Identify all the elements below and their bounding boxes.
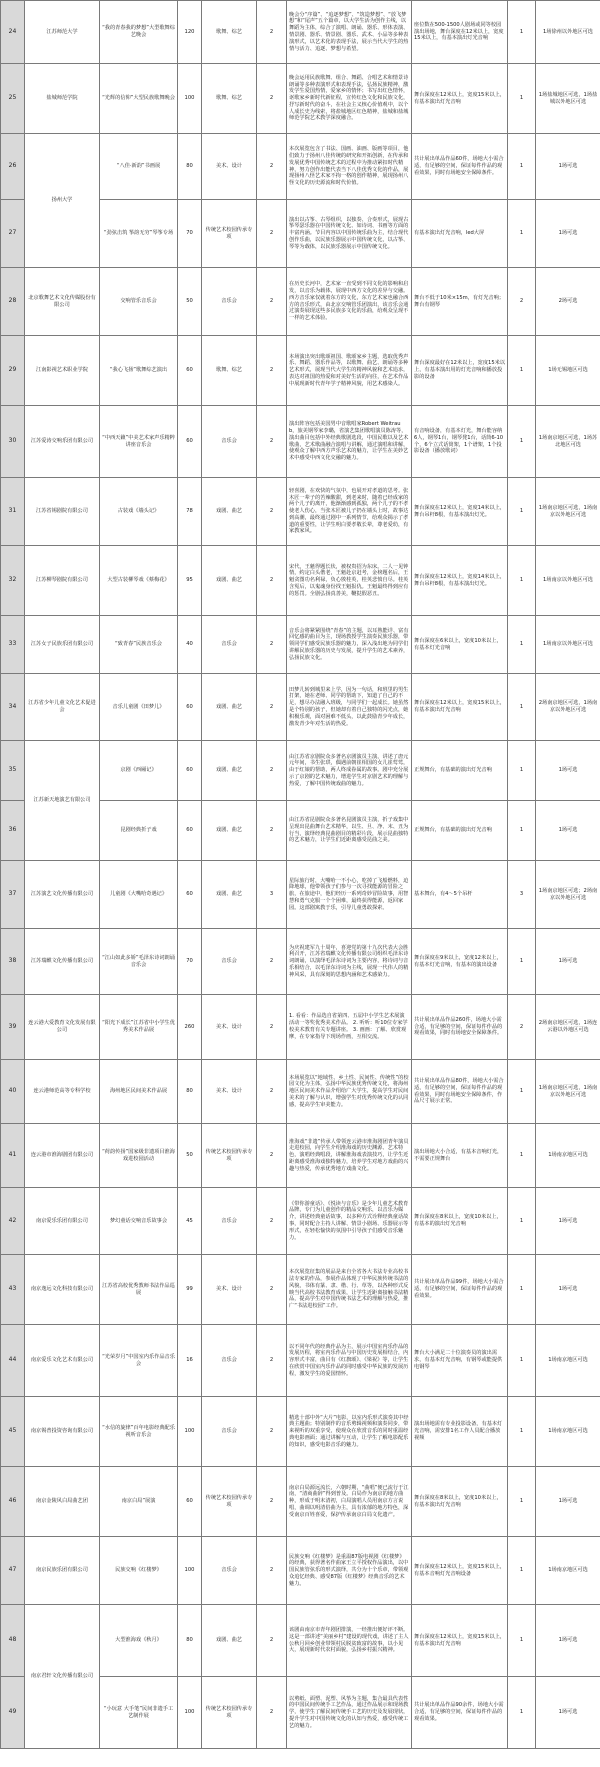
count-cell: 2 (257, 1, 287, 64)
table-row (1, 406, 600, 478)
description-cell: 音乐会将紧紧围绕“青春”的主题，以耳熟能详、富有回忆感的曲目为主，现场教授学生演奏民族乐器，带领同学们感受民族乐器的魅力，深入浅出地为同学们讲解民族乐器的历史与发展，提升学生的艺术素养，弘扬民族文化。 (287, 616, 412, 674)
performances-cell: 1 (508, 1397, 536, 1467)
table-row (1, 1188, 600, 1255)
program-name-cell: “荷韵传扬”国家级非遗项目淮海戏进校园活动 (100, 1124, 178, 1188)
duration-cell: 60 (178, 336, 202, 406)
program-name-cell: “致青春”民族音乐会 (100, 616, 178, 674)
row-number: 36 (1, 801, 25, 861)
requirements-cell: 舞台深度最好在12米以上，宽度15米以上，有基本演出用的灯光音响和播放投影的设备 (412, 336, 508, 406)
requirements-cell: 共计展出单品作品99件，场地大小需合适，有足够的空间，保证每件作品的观看效果。 (412, 1255, 508, 1325)
description-cell: 民族交响《红楼梦》是重温87版电视剧《红楼梦》的经典，获得著名作曲家王立平授权作品演出，以中国民族管弦乐的形式演绎，共分为十个乐章，带领观众追忆经典、感受87版《红楼梦》经典音乐的艺术魅力。 (287, 1537, 412, 1605)
duration-cell: 60 (178, 1467, 202, 1537)
region-cell: 2场南京地区可选，1场连云港以外地区可选 (536, 995, 600, 1060)
program-name-cell: “中西天籁”中美艺术家声乐精粹讲座音乐会 (100, 406, 178, 478)
organization-cell: 江苏瑞麒文化传播有限公司 (25, 929, 100, 995)
category-cell: 戏剧、曲艺 (202, 861, 257, 929)
performances-cell: 1 (508, 546, 536, 616)
row-number: 34 (1, 674, 25, 741)
duration-cell: 16 (178, 1325, 202, 1397)
table-row (1, 1467, 600, 1537)
count-cell: 2 (257, 268, 287, 336)
description-cell: 本次展览征集的展品是来自全省各大书法专业高校书法专家的作品，参展作品体现了中华民族传统书法的风貌，书体有篆、隶、楷、行、草等，以各种形式反映当代高校书法教育成果，让学生近距离接触书法精品，提高学生对中国传统书法艺术的理解与热爱，推广“书法进校园”工作。 (287, 1255, 412, 1325)
row-number: 28 (1, 268, 25, 336)
duration-cell: 100 (178, 1397, 202, 1467)
organization-cell: 连云港大爱教育文化发展有限公司 (25, 995, 100, 1060)
requirements-cell: 舞台大小满足二十位演奏员的演出需求，有基本灯光音响，有钢琴或能提供电钢琴 (412, 1325, 508, 1397)
program-name-cell: 大型淮海戏《秋月》 (100, 1605, 178, 1677)
program-name-cell: “阳光下成长”江苏省中小学生优秀美术作品展 (100, 995, 178, 1060)
duration-cell: 260 (178, 995, 202, 1060)
performances-cell: 1 (508, 616, 536, 674)
count-cell: 2 (257, 478, 287, 546)
performances-cell: 1 (508, 134, 536, 200)
organization-cell: 江苏省锡剧院有限公司 (25, 478, 100, 546)
duration-cell: 60 (178, 801, 202, 861)
count-cell: 2 (257, 995, 287, 1060)
program-name-cell: “光辉的信仰”大型民族歌舞晚会 (100, 64, 178, 134)
region-cell: 1场徐州以外地区可选 (536, 1, 600, 64)
program-name-cell: “我心飞扬”歌舞综艺演出 (100, 336, 178, 406)
row-number: 39 (1, 995, 25, 1060)
organization-cell: 南京金陵风白局曲艺团 (25, 1467, 100, 1537)
count-cell: 2 (257, 1537, 287, 1605)
duration-cell: 80 (178, 1605, 202, 1677)
program-name-cell: “我的青春我的梦想”大型歌舞综艺晚会 (100, 1, 178, 64)
organization-cell: 北京歌舞艺术文化传媒股份有限公司 (25, 268, 100, 336)
region-cell: 1场可选 (536, 134, 600, 200)
organization-cell: 连云港师范高等专科学校 (25, 1060, 100, 1124)
table-row (1, 929, 600, 995)
count-cell: 2 (257, 406, 287, 478)
count-cell: 2 (257, 64, 287, 134)
row-number: 49 (1, 1677, 25, 1749)
count-cell: 2 (257, 1605, 287, 1677)
category-cell: 美术、设计 (202, 1060, 257, 1124)
count-cell: 2 (257, 1467, 287, 1537)
row-number: 37 (1, 861, 25, 929)
row-number: 33 (1, 616, 25, 674)
table-body (1, 1, 600, 1749)
performances-cell: 1 (508, 64, 536, 134)
category-cell: 音乐会 (202, 1325, 257, 1397)
performances-cell: 1 (508, 200, 536, 268)
row-number: 43 (1, 1255, 25, 1325)
row-number: 32 (1, 546, 25, 616)
program-name-cell: 江苏省高校优秀教师书法作品巡展 (100, 1255, 178, 1325)
description-cell: 由江苏省京剧院众多著名京剧演员主演，讲述了唐元元年间，书生张珙，偶遇前朝崔相国的女儿崔莺莺，由于红娘的帮助，两人终成眷属的故事。剧中充分展示了京剧的艺术魅力，增进学生对京剧艺术的理解与热爱，了解中国传统戏曲的魅力。 (287, 741, 412, 801)
program-name-cell: 古装戏《墙头记》 (100, 478, 178, 546)
row-number: 35 (1, 741, 25, 801)
table-row (1, 336, 600, 406)
organization-cell: 南京君轩文化传播有限公司 (25, 1605, 100, 1749)
row-number: 44 (1, 1325, 25, 1397)
table-row (1, 268, 600, 336)
program-name-cell: “江山如此多娇”毛泽东诗词朗诵音乐会 (100, 929, 178, 995)
count-cell: 2 (257, 1060, 287, 1124)
region-cell: 1场可选 (536, 801, 600, 861)
organization-cell: 江苏女子民族乐团有限公司 (25, 616, 100, 674)
program-name-cell: 南京白局”展演 (100, 1467, 178, 1537)
row-number: 47 (1, 1537, 25, 1605)
table-row (1, 861, 600, 929)
count-cell: 2 (257, 336, 287, 406)
program-name-cell: 儿童剧《大嘴哈奇遇记》 (100, 861, 178, 929)
region-cell: 1场可选 (536, 1188, 600, 1255)
description-cell: 精选十部中外“大片”电影，以室内乐形式演奏其中经典主题曲；特别制作的音乐剪辑视频和演奏同步，带来视听的双重享受，使观众在欣赏音乐的同时重温经典电影画面；通过讲解与互动，让学生了解电影配乐的知识，感受电影音乐的魅力。 (287, 1397, 412, 1467)
count-cell: 3 (257, 861, 287, 929)
performances-cell: 3 (508, 861, 536, 929)
row-number: 25 (1, 64, 25, 134)
category-cell: 美术、设计 (202, 995, 257, 1060)
requirements-cell: 舞台深度在12米以上，宽度15米以上，有基本演出灯光音响 (412, 64, 508, 134)
description-cell: 1. 看看：作品选自省第四、五届中小学生艺术展演活动一等奖优秀美术作品。 2. 听听：听10位专家学校美术教育有关专题讲座。 3. 画画：了解、欣赏观摩，在专家指导下现场作画，互相交流。 (287, 995, 412, 1060)
requirements-cell: 基本舞台，有4～5个吊杆 (412, 861, 508, 929)
row-number: 27 (1, 200, 25, 268)
table-row (1, 478, 600, 546)
table-row (1, 1124, 600, 1188)
duration-cell: 80 (178, 1060, 202, 1124)
region-cell: 1场南京以外地区可选 (536, 616, 600, 674)
category-cell: 音乐会 (202, 406, 257, 478)
requirements-cell: 演出场地需有专业投影设备，有基本灯光音响，需安排1名工作人员配合播放视频 (412, 1397, 508, 1467)
performances-cell: 1 (508, 406, 536, 478)
category-cell: 美术、设计 (202, 1255, 257, 1325)
requirements-cell: 共计展出单品作品80件，场地大小需合适，有足够的空间，保证每件作品的观看效果，同时有场地安全保障条件，作品尺寸展示正常。 (412, 1060, 508, 1124)
program-name-cell: 京剧《西厢记》 (100, 741, 178, 801)
category-cell: 音乐会 (202, 268, 257, 336)
duration-cell: 120 (178, 1, 202, 64)
performances-cell: 1 (508, 1, 536, 64)
duration-cell: 80 (178, 134, 202, 200)
description-cell: 晚会分“序篇”、“追逐梦想”、“筑造梦想”、“放飞梦想”和“尾声”五个篇章，以大学生活为创作主线，以舞蹈为主体，综合了演唱、朗诵、器乐、形体表演、情景剧、器乐、情景剧、器乐、武术、小品等多种表演形式，以艺术化的表现手法，展示当代大学生的热情与活力、追逐、梦想与希望。 (287, 1, 412, 64)
count-cell: 2 (257, 616, 287, 674)
requirements-cell: 共计展出单品作品60件，场地大小需合适，有足够的空间，保证每件作品的观看效果，同时有场地安全保障条件。 (412, 134, 508, 200)
description-cell: 本次展览包含了书法、国画、油画、版画等项目，他们致力于扬州八佳传统的研究和开拓创新，在传承和发展优秀中国传统艺术的过程中为推动紧扣时代精神，努力创作出能代表当下八佳优秀文化的作品，展现扬州八怪艺术家不拘一格的创作精神，展现扬州八怪文化的历史源流和时代价值。 (287, 134, 412, 200)
row-number: 40 (1, 1060, 25, 1124)
requirements-cell: 舞台深度在12米以上，宽度15米以上，有基本演出灯光音响 (412, 674, 508, 741)
category-cell: 传统艺术校园传承专项 (202, 1467, 257, 1537)
region-cell: 1场可选 (536, 1605, 600, 1677)
organization-cell: 江苏爱涛交响乐团有限公司 (25, 406, 100, 478)
requirements-cell: 舞台深度在6米以上，宽度10米以上，有基本灯光音响 (412, 616, 508, 674)
requirements-cell: 舞台不低于10米×15m，有灯光音响；舞台有钢琴 (412, 268, 508, 336)
description-cell: 本场展览以“地域性、乡土性、民间性、传统性”的校园文化为主体，弘扬中华民族优秀传统文化，将海州地区民间美术作品介绍给广大学生，提高学生对民间美术的了解与认识，增强学生对优秀传统文化的认同感，提高学生审美能力。 (287, 1060, 412, 1124)
count-cell: 2 (257, 741, 287, 801)
row-number: 26 (1, 134, 25, 200)
requirements-cell: 舞台深度在12米以上，宽度15米以上，有基本演出灯光音响 (412, 1605, 508, 1677)
table-row (1, 134, 600, 200)
region-cell: 1场可选 (536, 741, 600, 801)
row-number: 42 (1, 1188, 25, 1255)
description-cell: 淮海戏“非遗”传承人带领连云港市淮海剧团青年演员走进校园，向学生介绍淮海戏的历史渊源、艺术特色，演唱经典唱段，讲解淮海戏表演技巧，让学生近距离感受淮海戏独特魅力，培养学生对地方戏曲的兴趣与热爱，传承优秀地方戏曲文化。 (287, 1124, 412, 1188)
description-cell: 本场演出突出歌颂祖国、歌颂家乡主题，选取优秀声乐、舞蹈、器乐作品等，以歌舞、曲艺、朗诵等多种艺术形式，展现当代大学生的精神风貌和艺术追求，表达对祖国的热爱和对美好生活的向往，在艺术作品中展现新时代青年学子精神风貌，用艺术感染人。 (287, 336, 412, 406)
duration-cell: 70 (178, 929, 202, 995)
category-cell: 戏剧、曲艺 (202, 546, 257, 616)
description-cell: 田梦儿转到城里来上学，因为一句话，和班里的男生打架，她在老师、同学的帮助下，知道了自己的不足，想尽办法融入班级，与同学们一起成长。她虽然是个特别的孩子，但她却有着自己独特的闪光点，她积极乐观，面对困难不低头，以此鼓励青少年成长，激发青少年对生活的热爱。 (287, 674, 412, 741)
count-cell: 2 (257, 134, 287, 200)
performances-cell: 1 (508, 1537, 536, 1605)
program-name-cell: 音乐儿童剧《田梦儿》 (100, 674, 178, 741)
duration-cell: 60 (178, 861, 202, 929)
description-cell: 演出阵容包括美国男中音歌唱家Robert Weitraub，旅美钢琴家李璐，省演艺集团歌唱演员陈涛等，演出曲目包括中外经典歌剧选段，中国民歌以及艺术歌曲，艺术歌曲融合演唱与讲解，通过演唱和讲解，使观众了解中西方声乐艺术的魅力，让学生在美妙艺术中感受中西文化交融的魅力。 (287, 406, 412, 478)
performances-cell: 1 (508, 801, 536, 861)
requirements-cell: 舞台深度在8米以上，宽度10米以上，有基本的演出灯光音响 (412, 1188, 508, 1255)
program-name-cell: 大型古装柳琴戏《蔡梅花》 (100, 546, 178, 616)
performances-cell: 1 (508, 1124, 536, 1188)
performances-cell: 1 (508, 1677, 536, 1749)
performances-cell: 1 (508, 1467, 536, 1537)
category-cell: 传统艺术校园传承专项 (202, 200, 257, 268)
count-cell: 2 (257, 1325, 287, 1397)
table-row (1, 1060, 600, 1124)
performances-cell: 1 (508, 674, 536, 741)
duration-cell: 50 (178, 268, 202, 336)
table-row (1, 64, 600, 134)
requirements-cell: 舞台深度在9米以上，宽度12米以上，有基本灯光音响，有基本的演出设备 (412, 929, 508, 995)
description-cell: 该剧由南京市青年剧团排演，一经推出便好评不断。这是一部讲述“美丽乡村”建设的现代戏，讲述了主人公秋月回乡创业带领村民脱贫致富的故事，以小见大，展现新时代农村面貌，弘扬乡村振兴精神。 (287, 1605, 412, 1677)
category-cell: 歌舞、综艺 (202, 64, 257, 134)
count-cell: 2 (257, 929, 287, 995)
category-cell: 戏剧、曲艺 (202, 674, 257, 741)
duration-cell: 70 (178, 200, 202, 268)
row-number: 41 (1, 1124, 25, 1188)
category-cell: 戏剧、曲艺 (202, 478, 257, 546)
organization-cell: 扬州大学 (25, 134, 100, 268)
program-name-cell: 梦幻童话交响音乐故事会 (100, 1188, 178, 1255)
duration-cell: 100 (178, 1677, 202, 1749)
description-cell: 南京白局源远流长，六朝时期，“曲唱”便已流行于江南，“清商曲辞”得到普及。白局作为南京的地方曲种，形成于明末清初，白局演唱人员用南京方言说唱，曲调以明清俗曲为主，具有浓郁的地方特色，深受南京百姓喜爱，保护传承南京白局文化遗产。 (287, 1467, 412, 1537)
count-cell: 2 (257, 674, 287, 741)
table-row (1, 616, 600, 674)
requirements-cell: 有音响设备，有基本灯光，舞台能容纳6人，钢琴1台，钢琴凳1台，话筒6-10个，6个立式话筒架，1个谱架，1个投影设备（播放歌词） (412, 406, 508, 478)
duration-cell: 99 (178, 1255, 202, 1325)
table-row (1, 1397, 600, 1467)
program-name-cell: “光荣岁月”中国室内乐作品音乐会 (100, 1325, 178, 1397)
region-cell: 1场南京地区可选，1场南京以外地区可选 (536, 1060, 600, 1124)
duration-cell: 100 (178, 1537, 202, 1605)
program-name-cell: 交响管乐音乐会 (100, 268, 178, 336)
category-cell: 歌舞、综艺 (202, 1, 257, 64)
table-row (1, 674, 600, 741)
organization-cell: 江苏师范大学 (25, 1, 100, 64)
region-cell: 1场可选 (536, 929, 600, 995)
region-cell: 1场南京地区可选 (536, 1124, 600, 1188)
performances-cell: 1 (508, 1325, 536, 1397)
table-row (1, 995, 600, 1060)
requirements-cell: 共计展出单品作品260件，场地大小需合适，有足够的空间，保证每件作品的观看效果，同时有场地安全保障条件。 (412, 995, 508, 1060)
category-cell: 戏剧、曲艺 (202, 741, 257, 801)
organization-cell: 连云港市淮海剧团有限公司 (25, 1124, 100, 1188)
row-number: 45 (1, 1397, 25, 1467)
category-cell: 美术、设计 (202, 134, 257, 200)
organization-cell: 南京逸远文化科技有限公司 (25, 1255, 100, 1325)
requirements-cell: 座位数在500-1500人剧场或同等校园演出场地，舞台深度在12米以上，宽度15米以上，有基本演出灯光音响 (412, 1, 508, 64)
performances-cell: 1 (508, 1605, 536, 1677)
program-name-cell: “八佳·新韵”书画展 (100, 134, 178, 200)
region-cell: 1场南京地区可选，1场苏北地区可选 (536, 406, 600, 478)
requirements-cell: 舞台深度在12米以上，宽度14米以上，舞台吊杆8根，有基本演出灯光。 (412, 546, 508, 616)
count-cell: 2 (257, 1397, 287, 1467)
category-cell: 音乐会 (202, 929, 257, 995)
organization-cell: 江苏演艺文化传播有限公司 (25, 861, 100, 929)
description-cell: 在历史长河中，艺术家一直受到不同文化的影响和启发，以音乐为载体，展现中西方文化的差异与交融。西方音乐家仅就着东方的文化，东方艺术家也融合西方的音乐形式，由北京交响管乐团演出，该音乐会通过演奏展现这些多民族多文化的乐曲，给观众呈现不一样的艺术体验。 (287, 268, 412, 336)
duration-cell: 60 (178, 741, 202, 801)
duration-cell: 60 (178, 406, 202, 478)
description-cell: 《带你游童话》、《悦读与音乐》是少年儿童艺术教育品牌，专门为儿童创作的精品交响乐，以音乐为媒介，讲述经典童话故事，以多种方式诠释经典童话故事，同时配合主持人讲解、情景小剧场、乐器展示等形式，在轻松愉快的氛围中引导孩子们感受音乐魅力。 (287, 1188, 412, 1255)
region-cell: 1场无锡地区可选 (536, 336, 600, 406)
count-cell: 2 (257, 1124, 287, 1188)
category-cell: 传统艺术校园传承专项 (202, 1677, 257, 1749)
count-cell: 2 (257, 1677, 287, 1749)
requirements-cell: 共计展出单品作品90余件，场地大小需合适，有足够的空间，保证每件作品的观看效果。 (412, 1677, 508, 1749)
count-cell: 2 (257, 1255, 287, 1325)
region-cell: 2场可选 (536, 268, 600, 336)
table-row (1, 1, 600, 64)
program-name-cell: “劲弦击筑 筝韵无穷”琴筝专场 (100, 200, 178, 268)
organization-cell: 南京爱乐乐团有限公司 (25, 1188, 100, 1255)
region-cell: 1场南京地区可选；2场南京以外地区可选 (536, 861, 600, 929)
organization-cell: 江苏新天地演艺有限公司 (25, 741, 100, 861)
duration-cell: 40 (178, 616, 202, 674)
category-cell: 传统艺术校园传承专项 (202, 1124, 257, 1188)
organization-cell: 江苏省少年儿童文化艺术促进会 (25, 674, 100, 741)
description-cell: 宋代，王魁得题长状，被权贵招为东床。二人一见钟情，约定白头偕老，王魁赴京赶考，金榜题名后，王魁贪图功名利禄，负心敫桂英，桂英悲愤自尽。桂英含冤后，以鬼魂身份找王魁报仇。王魁最终得到应有的惩罚。全剧弘扬真善美，鞭挞假恶丑。 (287, 546, 412, 616)
category-cell: 戏剧、曲艺 (202, 801, 257, 861)
performances-cell: 2 (508, 995, 536, 1060)
row-number: 31 (1, 478, 25, 546)
duration-cell: 100 (178, 64, 202, 134)
description-cell: 以剪纸、面塑、泥塑、风筝为主题，集合最具代表性的中国民间传统手工艺作品，通过作品展示和现场教学，使学生了解民间传统手工艺的历史及发展现状，提升学生对中国传统文化的认知与热爱，感受传统工艺的魅力。 (287, 1677, 412, 1749)
duration-cell: 60 (178, 674, 202, 741)
duration-cell: 95 (178, 546, 202, 616)
program-name-cell: 昆剧经典折子戏 (100, 801, 178, 861)
region-cell: 1场南京地区可选 (536, 1537, 600, 1605)
category-cell: 音乐会 (202, 1537, 257, 1605)
program-name-cell: 民族交响《红楼梦》 (100, 1537, 178, 1605)
row-number: 30 (1, 406, 25, 478)
count-cell: 2 (257, 200, 287, 268)
description-cell: 由江苏省昆剧院众多著名昆剧演员主演，折子戏集中呈现出昆曲舞台艺术精华，以生、旦、净、末、丑为行当，演绎经典昆曲剧目的精彩片段，展示昆曲独特的艺术魅力，让学生们近距离感受昆曲之美。 (287, 801, 412, 861)
performances-cell: 1 (508, 929, 536, 995)
performances-cell: 1 (508, 741, 536, 801)
row-number: 38 (1, 929, 25, 995)
duration-cell: 78 (178, 478, 202, 546)
category-cell: 戏剧、曲艺 (202, 1605, 257, 1677)
region-cell: 1场可选 (536, 1677, 600, 1749)
description-cell: 晚会运用民族歌舞、组合、舞蹈、合唱艺术和情景诗朗诵等多种表演形式和表现手法，弘扬民族精神，激发学生爱国热情，爱家乡的情怀；书写出红色情怀，讴歌家乡新时代新征程，宣传红色文化和民族文化，抒写新时代的奋斗，在社会主义核心价值观中，以个人成长史为线索，将盐城地区红色精神，盐城和盐城师范学院艺术教学深度融合。 (287, 64, 412, 134)
count-cell: 2 (257, 801, 287, 861)
organization-cell: 盐城师范学院 (25, 64, 100, 134)
region-cell: 2场南京地区可选，1场南京以外地区可选 (536, 674, 600, 741)
requirements-cell: 正规舞台，有基础的演出灯光音响 (412, 741, 508, 801)
duration-cell: 45 (178, 1188, 202, 1255)
region-cell: 1场可选 (536, 1467, 600, 1537)
requirements-cell: 舞台深度在8米以上，宽度10米以上，有基本演出灯光音响 (412, 1467, 508, 1537)
row-number: 24 (1, 1, 25, 64)
performances-cell: 1 (508, 478, 536, 546)
requirements-cell: 正规舞台，有基础的演出灯光音响 (412, 801, 508, 861)
category-cell: 音乐会 (202, 1188, 257, 1255)
requirements-cell: 舞台深度在12米以上，宽度14米以上，舞台吊杆8根，有基本演出灯光。 (412, 478, 508, 546)
table-row (1, 1325, 600, 1397)
region-cell: 1场盐城地区可选，1场盐城以外地区可选 (536, 64, 600, 134)
region-cell: 1场南京地区可选，1场南京以外地区可选 (536, 478, 600, 546)
table-row (1, 1537, 600, 1605)
region-cell: 1场可选 (536, 200, 600, 268)
requirements-cell: 舞台深度在12米以上，宽度15米以上，有基本音响灯光音响设备 (412, 1537, 508, 1605)
category-cell: 歌舞、综艺 (202, 336, 257, 406)
requirements-cell: 有基本演出灯光音响，led大屏 (412, 200, 508, 268)
count-cell: 2 (257, 546, 287, 616)
program-name-cell: “水信的旋律”百年电影经典配乐视听音乐会 (100, 1397, 178, 1467)
row-number: 46 (1, 1467, 25, 1537)
category-cell: 音乐会 (202, 616, 257, 674)
performances-cell: 1 (508, 1188, 536, 1255)
row-number: 48 (1, 1605, 25, 1677)
description-cell: 星际旅行时，大嘴哈一不小心，吃掉了飞船燃料，迫降地球，他带领孩子们参与一次寻找能源的冒险之旅，在旅途中，他们经历一系列奇妙冒险故事，用智慧和勇气克服一个个困难，最终获得能源，返回家园。这部剧寓教于乐，引导儿童勇敢探索。 (287, 861, 412, 929)
description-cell: 演出以古筝、古琴组织，以独奏、合奏形式，展现古筝琴瑟乐器在中国传统文化、如诗词、书画等方面的丰富内涵。节目内容以中国传统乐曲为主，结合现代创作乐曲，以民族乐器展示中国传统文化，以古筝、琴等为载体，以民族乐器展示中国传统文化。 (287, 200, 412, 268)
description-cell: 轻喜剧，在欢快的气氛中，也展开对孝道的思考。张木匠一辈子的苦辣酸甜，到老来时，随着已经成家的两个儿子的离开，他渐渐感到孤独，两个儿子的不孝使老人伤心，当张木匠被儿子扔在墙头上时，故事达到高潮，最终通过剧中一系列情节，给观众揭示了孝道的重要性，让学生明白要孝敬长辈，尊老爱幼，有家教家风。 (287, 478, 412, 546)
region-cell: 1场南京地区可选 (536, 1397, 600, 1467)
organization-cell: 南京爱乐文化艺术有限公司 (25, 1325, 100, 1397)
region-cell: 1场可选 (536, 1255, 600, 1325)
performances-cell: 1 (508, 336, 536, 406)
region-cell: 1场南京地区可选 (536, 1325, 600, 1397)
performances-cell: 1 (508, 1255, 536, 1325)
description-cell: 以不同年代的经典作品为主，展示中国室内乐作品的发展历程，将室内乐作品与中国历史发展相结合，内容形式丰富，曲目有《红旗颂》、《梁祝》等，让学生在欣赏中国室内乐作品的同时感受中华民族的发展历程，激发学生的爱国情怀。 (287, 1325, 412, 1397)
program-name-cell: “小玩意 大手笔”民间非遗手工艺制作展 (100, 1677, 178, 1749)
table-row (1, 1255, 600, 1325)
requirements-cell: 演出场地大小合适，有基本音响灯光，不需要正规舞台 (412, 1124, 508, 1188)
organization-cell: 南京锡普投资咨询有限公司 (25, 1397, 100, 1467)
table-row (1, 1605, 600, 1677)
category-cell: 音乐会 (202, 1397, 257, 1467)
count-cell: 2 (257, 1188, 287, 1255)
organization-cell: 江南影视艺术职业学院 (25, 336, 100, 406)
program-name-cell: 海州地区民间美术作品展 (100, 1060, 178, 1124)
performances-cell: 2 (508, 268, 536, 336)
performances-cell: 1 (508, 1060, 536, 1124)
organization-cell: 江苏柳琴剧院有限公司 (25, 546, 100, 616)
table-row (1, 741, 600, 801)
description-cell: 为庆祝建军九十周年，喜迎党的第十九次代表大会胜利召开，江苏省瑞麒文化传播有限公司组织毛泽东诗词朗诵，以演绎毛泽东诗词为主要内容，将诗词与音乐相结合，以毛泽东诗词为主线，展现一代伟人的精神风采，具有深刻的思想内涵和艺术感染力。 (287, 929, 412, 995)
organization-cell: 南京民族乐团有限公司 (25, 1537, 100, 1605)
region-cell: 1场南京以外地区可选 (536, 546, 600, 616)
table-row (1, 546, 600, 616)
duration-cell: 50 (178, 1124, 202, 1188)
row-number: 29 (1, 336, 25, 406)
